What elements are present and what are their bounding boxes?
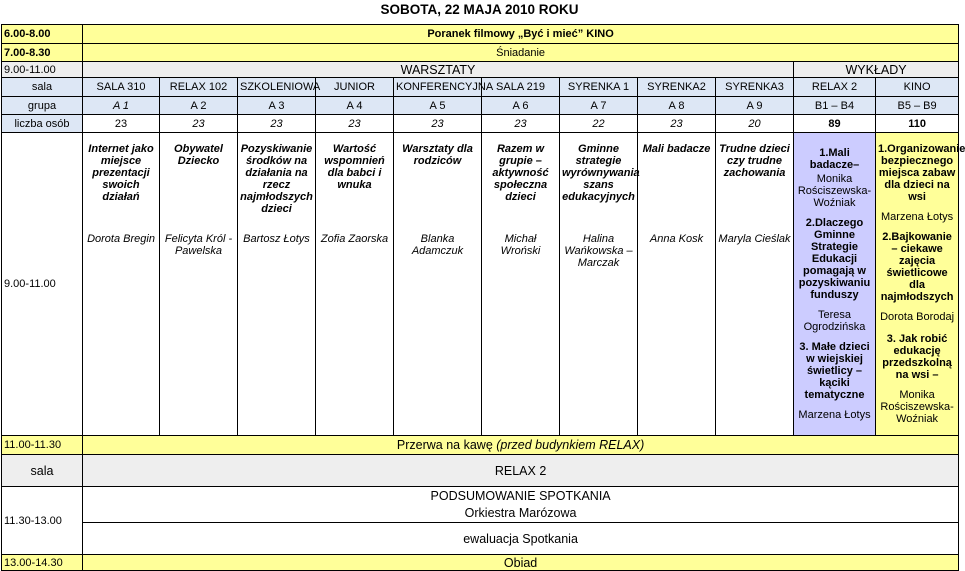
workshop-lead: Maryla Cieślak xyxy=(718,233,791,245)
sala-cell: SZKOLENIOWA xyxy=(238,78,316,97)
workshop-lead: Blanka Adamczuk xyxy=(411,233,464,257)
liczba-cell: 23 xyxy=(394,115,482,133)
closing-line: ewaluacja Spotkania xyxy=(83,523,959,555)
grupa-label: grupa xyxy=(2,97,83,115)
workshop-topic: Wartość wspomnień dla babci i wnuka xyxy=(324,143,385,191)
sala-value: RELAX 2 xyxy=(83,455,959,487)
sala-cell: SALA 219 xyxy=(482,78,560,97)
workshop-topic: Warsztaty dla rodziców xyxy=(402,143,473,167)
liczba-cell: 23 xyxy=(638,115,716,133)
liczba-cell: 23 xyxy=(316,115,394,133)
liczba-cell: 22 xyxy=(560,115,638,133)
grupa-cell: A 6 xyxy=(482,97,560,115)
workshop-cell xyxy=(160,133,238,436)
grupa-cell: A 9 xyxy=(716,97,794,115)
sala-cell: RELAX 102 xyxy=(160,78,238,97)
time-cell: 11.30-13.00 xyxy=(2,487,83,555)
grupa-cell: A 1 xyxy=(83,97,160,115)
workshop-lead: Halina Wańkowska – Marczak xyxy=(564,233,633,269)
liczba-cell: 23 xyxy=(482,115,560,133)
row-film xyxy=(2,25,959,44)
grupa-cell: A 7 xyxy=(560,97,638,115)
lecture-cell-relax2 xyxy=(794,133,876,436)
sala-cell: SYRENKA3 xyxy=(716,78,794,97)
lectures-label: WYKŁADY xyxy=(794,62,959,78)
time-cell: 13.00-14.30 xyxy=(2,555,83,571)
workshop-topic: Trudne dzieci czy trudne zachowania xyxy=(719,143,790,179)
lecture-cell-kino xyxy=(876,133,965,436)
workshop-cell xyxy=(482,133,560,436)
lecture-speaker: Marzena Łotys xyxy=(798,409,871,421)
workshop-topic: Razem w grupie – aktywność społeczna dzieci xyxy=(492,143,549,203)
workshop-cell xyxy=(560,133,638,436)
grupa-cell: A 2 xyxy=(160,97,238,115)
grupa-cell: B5 – B9 xyxy=(876,97,959,115)
workshop-cell xyxy=(83,133,160,436)
row-session xyxy=(2,133,959,436)
lecture-speaker: Dorota Borodaj xyxy=(880,311,955,323)
row-liczba xyxy=(2,115,959,133)
workshop-topic: Mali badacze xyxy=(642,143,711,155)
time-cell: 7.00-8.30 xyxy=(2,44,83,62)
lecture-speaker: Monika Rościszewska-Woźniak xyxy=(797,173,872,209)
workshop-lead: Dorota Bregin xyxy=(87,233,155,245)
sala-label: sala xyxy=(2,78,83,97)
row-sala-closing xyxy=(2,455,959,487)
lecture-speaker: Monika Rościszewska-Woźniak xyxy=(880,389,954,425)
closing-line: Orkiestra Marózowa xyxy=(83,505,959,523)
row-breakfast xyxy=(2,44,959,62)
workshop-topic: Pozyskiwanie środków na działania na rzecz najmłodszych dzieci xyxy=(240,143,313,215)
sala-cell: JUNIOR xyxy=(316,78,394,97)
row-section xyxy=(2,62,959,78)
liczba-cell: 23 xyxy=(83,115,160,133)
workshop-cell xyxy=(394,133,482,436)
lecture-title: 2.Dlaczego Gminne Strategie Edukacji pomagają w pozyskiwaniu funduszy xyxy=(798,217,871,301)
row-closing-1 xyxy=(2,487,959,505)
session-time: 9.00-11.00 xyxy=(2,133,83,436)
grupa-cell: A 8 xyxy=(638,97,716,115)
row-break xyxy=(2,436,959,455)
lunch-cell: Obiad xyxy=(83,555,959,571)
workshop-topic: Obywatel Dziecko xyxy=(174,143,223,167)
workshop-lead: Bartosz Łotys xyxy=(243,233,310,245)
sala-cell: KONFERENCYJNA xyxy=(394,78,482,97)
workshop-lead: Anna Kosk xyxy=(649,233,704,245)
liczba-cell: 23 xyxy=(160,115,238,133)
liczba-cell: 110 xyxy=(876,115,959,133)
grupa-cell: A 3 xyxy=(238,97,316,115)
workshop-cell xyxy=(316,133,394,436)
row-lunch xyxy=(2,555,959,571)
time-cell: 6.00-8.00 xyxy=(2,25,83,44)
row-closing-3 xyxy=(2,523,959,555)
sala-label: sala xyxy=(2,455,83,487)
lecture-title: 2.Bajkowanie – ciekawe zajęcia świetlicowe dla najmłodszych xyxy=(880,231,954,303)
liczba-cell: 89 xyxy=(794,115,876,133)
grupa-cell: B1 – B4 xyxy=(794,97,876,115)
breakfast-cell: Śniadanie xyxy=(83,44,959,62)
break-text: Przerwa na kawę xyxy=(396,438,493,452)
time-cell: 11.00-11.30 xyxy=(2,436,83,455)
break-cell xyxy=(83,436,959,455)
sala-cell: KINO xyxy=(876,78,959,97)
film-cell: Poranek filmowy „Być i mieć” KINO xyxy=(83,25,959,44)
workshop-cell xyxy=(638,133,716,436)
workshop-topic: Gminne strategie wyrównywania szans edukacyjnych xyxy=(562,143,640,203)
workshop-lead: Felicyta Król - Pawelska xyxy=(164,233,233,257)
page-title: SOBOTA, 22 MAJA 2010 ROKU xyxy=(380,2,579,17)
lecture-speaker: Teresa Ogrodzińska xyxy=(803,309,866,333)
liczba-cell: 20 xyxy=(716,115,794,133)
time-cell: 9.00-11.00 xyxy=(2,62,83,78)
closing-line: PODSUMOWANIE SPOTKANIA xyxy=(83,487,959,505)
sala-cell: SYRENKA 1 xyxy=(560,78,638,97)
grupa-cell: A 5 xyxy=(394,97,482,115)
schedule-table xyxy=(1,24,965,571)
workshop-cell xyxy=(238,133,316,436)
row-closing-2 xyxy=(2,505,959,523)
liczba-label: liczba osób xyxy=(2,115,83,133)
grupa-cell: A 4 xyxy=(316,97,394,115)
lecture-speaker: Marzena Łotys xyxy=(881,211,954,223)
row-sala xyxy=(2,78,959,97)
workshop-lead: Michał Wroński xyxy=(500,233,541,257)
row-grupa xyxy=(2,97,959,115)
lecture-title: 3. Małe dzieci w wiejskiej świetlicy – kąciki tematyczne xyxy=(799,341,870,401)
sala-cell: RELAX 2 xyxy=(794,78,876,97)
lecture-title: 1.Organizowanie bezpiecznego miejsca zabaw dla dzieci na wsi xyxy=(878,143,965,203)
sala-cell: SYRENKA2 xyxy=(638,78,716,97)
break-location: (przed budynkiem RELAX) xyxy=(496,438,645,452)
workshop-cell xyxy=(716,133,794,436)
workshop-topic: Internet jako miejsce prezentacji swoich działań xyxy=(88,143,154,203)
workshop-lead: Zofia Zaorska xyxy=(320,233,389,245)
workshops-label: WARSZTATY xyxy=(83,62,794,78)
liczba-cell: 23 xyxy=(238,115,316,133)
sala-cell: SALA 310 xyxy=(83,78,160,97)
lecture-title: 3. Jak robić edukację przedszkolną na wsi – xyxy=(882,333,952,381)
lecture-title: 1.Mali badacze– xyxy=(809,147,860,171)
